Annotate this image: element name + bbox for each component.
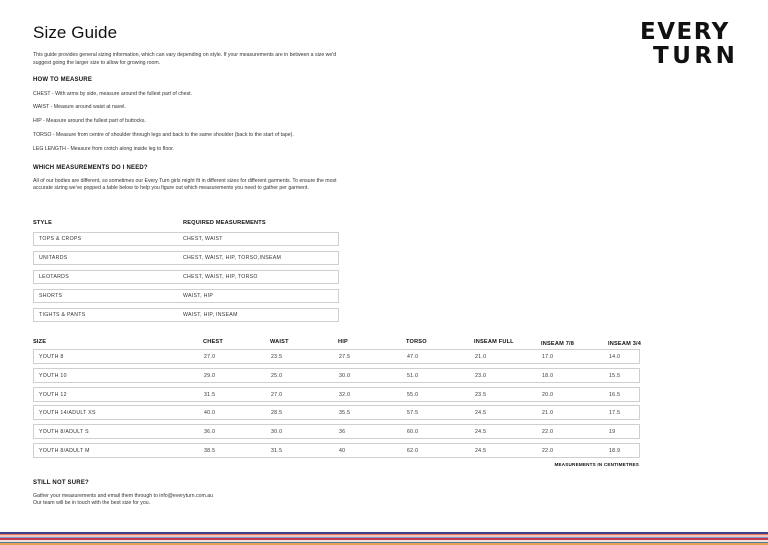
- size-value-cell: 40.0: [204, 410, 216, 416]
- size-value-cell: 23.5: [271, 354, 283, 360]
- size-value-cell: 30.0: [339, 373, 351, 379]
- size-value-cell: 28.5: [271, 410, 283, 416]
- size-value-cell: 17.0: [542, 354, 554, 360]
- size-value-cell: 23.0: [475, 373, 487, 379]
- size-table-header-waist: WAIST: [270, 339, 289, 345]
- still-not-sure-heading: STILL NOT SURE?: [33, 480, 89, 486]
- size-value-cell: 14.0: [609, 354, 621, 360]
- size-value-cell: 27.5: [339, 354, 351, 360]
- size-value-cell: 31.5: [271, 448, 283, 454]
- size-value-cell: 16.5: [609, 392, 621, 398]
- size-value-cell: 40: [339, 448, 346, 454]
- still-not-sure-line-2: Our team will be in touch with the best size for you.: [33, 500, 151, 506]
- how-to-measure-heading: HOW TO MEASURE: [33, 77, 93, 83]
- size-value-cell: 21.0: [542, 410, 554, 416]
- size-value-cell: 35.5: [339, 410, 351, 416]
- every-turn-logo: [640, 20, 750, 72]
- size-value-cell: 29.0: [204, 373, 216, 379]
- measure-item-chest: CHEST - With arms by side, measure around the fullest part of chest.: [33, 91, 193, 97]
- style-name-cell: TIGHTS & PANTS: [39, 312, 86, 318]
- size-value-cell: 47.0: [407, 354, 419, 360]
- size-value-cell: 51.0: [407, 373, 419, 379]
- required-measurements-cell: CHEST, WAIST, HIP, TORSO: [183, 274, 258, 280]
- which-measurements-text: All of our bodies are different, so sometimes our Every Turn girls might fit in different sizes for different garments. To ensure the most accurate sizing we've popped a table below to help you figure out which measurements you need to gather per garment.: [33, 178, 337, 191]
- size-name-cell: YOUTH 14/ADULT XS: [39, 410, 96, 416]
- logo-line-1: EVERY: [640, 19, 730, 45]
- size-table-header-chest: CHEST: [203, 339, 223, 345]
- size-name-cell: YOUTH 12: [39, 392, 67, 398]
- size-table-header-size: SIZE: [33, 339, 47, 345]
- style-name-cell: TOPS & CROPS: [39, 236, 82, 242]
- measure-item-torso: TORSO - Measure from centre of shoulder through legs and back to the same shoulder (back to the start of tape).: [33, 132, 294, 138]
- measure-item-waist: WAIST - Measure around waist at navel.: [33, 104, 126, 110]
- size-value-cell: 25.0: [271, 373, 283, 379]
- style-table-row: [33, 251, 339, 265]
- size-value-cell: 15.5: [609, 373, 621, 379]
- size-value-cell: 21.0: [475, 354, 487, 360]
- size-value-cell: 24.5: [475, 410, 487, 416]
- size-table-row: [33, 424, 640, 439]
- required-measurements-cell: WAIST, HIP, INSEAM: [183, 312, 238, 318]
- size-name-cell: YOUTH 8: [39, 354, 64, 360]
- size-table-row: [33, 443, 640, 458]
- style-table-row: [33, 232, 339, 246]
- size-name-cell: YOUTH 8/ADULT S: [39, 429, 89, 435]
- style-name-cell: SHORTS: [39, 293, 63, 299]
- size-value-cell: 19: [609, 429, 616, 435]
- size-table-header-inseam-3-4: INSEAM 3/4: [608, 341, 642, 347]
- size-value-cell: 27.0: [204, 354, 216, 360]
- size-name-cell: YOUTH 8/ADULT M: [39, 448, 90, 454]
- required-measurements-column-header: REQUIRED MEASUREMENTS: [183, 220, 266, 226]
- size-value-cell: 62.0: [407, 448, 419, 454]
- size-value-cell: 30.0: [271, 429, 283, 435]
- size-value-cell: 32.0: [339, 392, 351, 398]
- size-value-cell: 24.5: [475, 429, 487, 435]
- size-value-cell: 20.0: [542, 392, 554, 398]
- size-table-header-hip: HIP: [338, 339, 348, 345]
- size-value-cell: 22.0: [542, 448, 554, 454]
- required-measurements-cell: CHEST, WAIST: [183, 236, 223, 242]
- size-value-cell: 24.5: [475, 448, 487, 454]
- measurement-units-note: MEASUREMENTS IN CENTIMETRES: [554, 462, 639, 467]
- style-table-row: [33, 270, 339, 284]
- size-value-cell: 38.5: [204, 448, 216, 454]
- measure-item-hip: HIP - Measure around the fullest part of buttocks.: [33, 118, 146, 124]
- size-value-cell: 55.0: [407, 392, 419, 398]
- required-measurements-cell: CHEST, WAIST, HIP, TORSO,INSEAM: [183, 255, 282, 261]
- which-measurements-heading: WHICH MEASUREMENTS DO I NEED?: [33, 165, 148, 171]
- required-measurements-cell: WAIST, HIP: [183, 293, 214, 299]
- size-table-header-inseam-7-8: INSEAM 7/8: [541, 341, 575, 347]
- style-table-row: [33, 289, 339, 303]
- logo-line-2: TURN: [653, 43, 739, 69]
- size-value-cell: 27.0: [271, 392, 283, 398]
- measure-item-leg-length: LEG LENGTH - Measure from crotch along inside leg to floor.: [33, 146, 174, 152]
- size-value-cell: 17.5: [609, 410, 621, 416]
- size-value-cell: 36: [339, 429, 346, 435]
- size-value-cell: 23.5: [475, 392, 487, 398]
- style-name-cell: LEOTARDS: [39, 274, 69, 280]
- size-table-header-inseam-full: INSEAM FULL: [474, 339, 514, 345]
- style-name-cell: UNITARDS: [39, 255, 68, 261]
- page-title: Size Guide: [33, 23, 118, 42]
- size-value-cell: 18.9: [609, 448, 621, 454]
- size-table-row: [33, 405, 640, 420]
- decorative-color-stripes: [0, 532, 768, 545]
- size-value-cell: 57.5: [407, 410, 419, 416]
- size-value-cell: 22.0: [542, 429, 554, 435]
- size-table-header-torso: TORSO: [406, 339, 427, 345]
- size-table-row: [33, 387, 640, 402]
- style-column-header: STYLE: [33, 220, 53, 226]
- still-not-sure-line-1: Gather your measurements and email them through to info@everyturn.com.au: [33, 493, 213, 499]
- size-table-row: [33, 368, 640, 383]
- style-table-row: [33, 308, 339, 322]
- size-value-cell: 31.5: [204, 392, 216, 398]
- size-name-cell: YOUTH 10: [39, 373, 67, 379]
- size-value-cell: 18.0: [542, 373, 554, 379]
- size-value-cell: 36.0: [204, 429, 216, 435]
- intro-text: This guide provides general sizing information, which can vary depending on style. If your measurements are in between a size we'd suggest going the larger size to allow for growing room.: [33, 52, 337, 66]
- size-table-row: [33, 349, 640, 364]
- size-value-cell: 60.0: [407, 429, 419, 435]
